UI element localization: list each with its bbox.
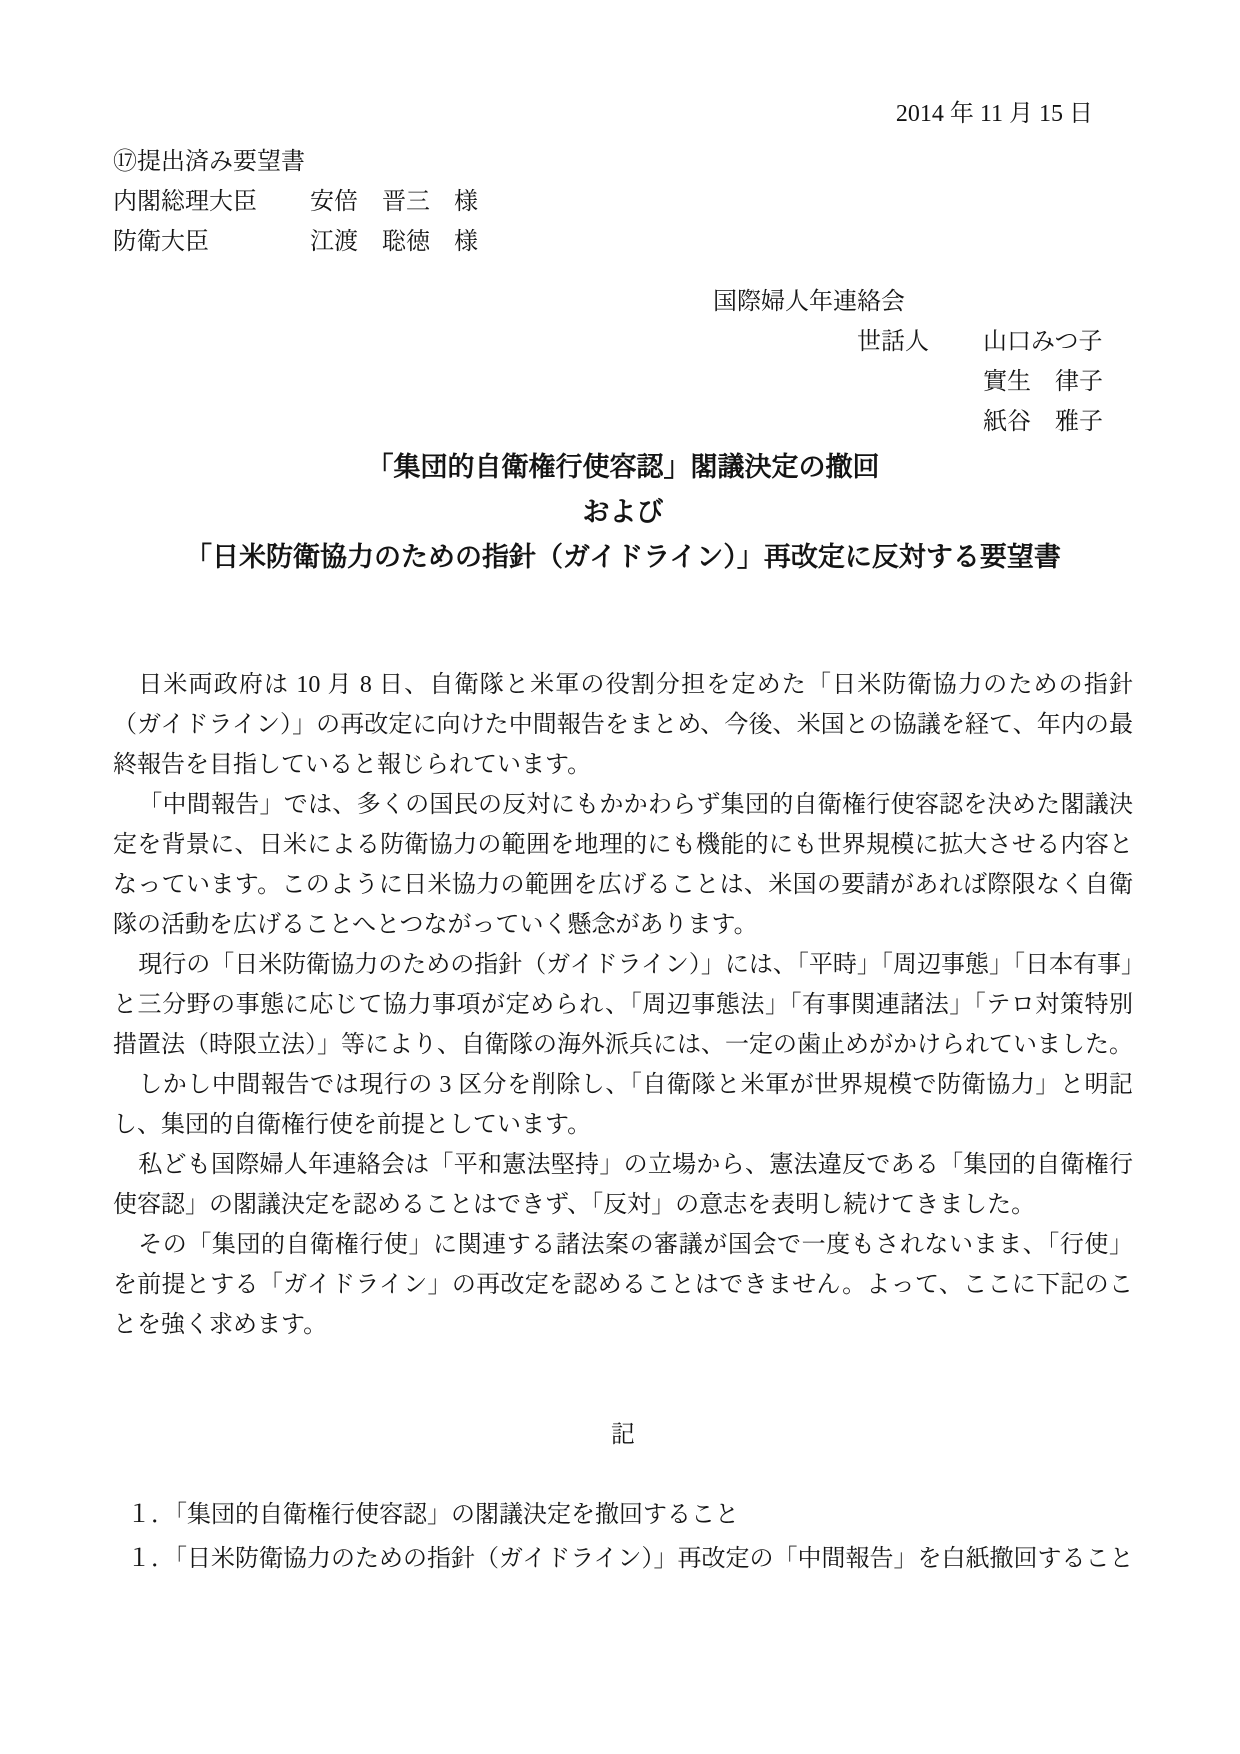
body-paragraph: しかし中間報告では現行の 3 区分を削除し、「自衛隊と米軍が世界規模で防衛協力」と明記し、集団的自衛権行使を前提としています。 xyxy=(113,1072,1133,1138)
sender-role: 世話人 xyxy=(857,329,929,355)
document-number-label: ⑰提出済み要望書 xyxy=(113,149,305,175)
title-line-2: および xyxy=(582,497,664,527)
record-marker: 記 xyxy=(611,1422,635,1448)
sender-representative-row xyxy=(857,322,1133,362)
addressee-row-prime-minister xyxy=(113,182,1133,222)
sender-organization: 国際婦人年連絡会 xyxy=(713,289,905,315)
sender-representative-name: 山口みつ子 xyxy=(983,329,1103,355)
body-paragraph: 現行の「日米防衛協力のための指針（ガイドライン）」には、「平時」「周辺事態」「日本有事」と三分野の事態に応じて協力事項が定められ、「周辺事態法」「有事関連諸法」「テロ対策特別措置法（時限立法）」等により、自衛隊の海外派兵には、一定の歯止めがかけられていました。 xyxy=(113,952,1133,1058)
body-paragraph: 私ども国際婦人年連絡会は「平和憲法堅持」の立場から、憲法違反である「集団的自衛権行使容認」の閣議決定を認めることはできず、「反対」の意志を表明し続けてきました。 xyxy=(113,1152,1133,1218)
title-line-1: 「集団的自衛権行使容認」閣議決定の撤回 xyxy=(366,452,880,482)
addressee-title: 防衛大臣 xyxy=(113,229,209,255)
title-line-3: 「日米防衛協力のための指針（ガイドライン）」再改定に反対する要望書 xyxy=(185,542,1061,572)
document-body xyxy=(113,665,1133,1345)
demand-list xyxy=(113,1493,1133,1581)
body-paragraph: その「集団的自衛権行使」に関連する諸法案の審議が国会で一度もされないまま、「行使」を前提とする「ガイドライン」の再改定を認めることはできません。よって、ここに下記のことを強く求めます。 xyxy=(113,1232,1133,1338)
addressee-name: 安倍 晋三 様 xyxy=(310,189,478,215)
addressee-title: 内閣総理大臣 xyxy=(113,189,257,215)
demand-item: １．「集団的自衛権行使容認」の閣議決定を撤回すること xyxy=(127,1502,739,1528)
sender-representative-name: 紙谷 雅子 xyxy=(983,409,1103,435)
document-title xyxy=(113,445,1133,580)
addressee-name: 江渡 聡徳 様 xyxy=(310,229,478,255)
body-paragraph: 「中間報告」では、多くの国民の反対にもかかわらず集団的自衛権行使容認を決めた閣議決定を背景に、日米による防衛協力の範囲を地理的にも機能的にも世界規模に拡大させる内容となっています。このように日米協力の範囲を広げることは、米国の要請があれば際限なく自衛隊の活動を広げることへとつながっていく懸念があります。 xyxy=(113,792,1133,938)
sender-representative-name: 實生 律子 xyxy=(983,369,1103,395)
addressee-row-defense-minister xyxy=(113,222,1133,262)
body-paragraph: 日米両政府は 10 月 8 日、自衛隊と米軍の役割分担を定めた「日米防衛協力のための指針（ガイドライン）」の再改定に向けた中間報告をまとめ、今後、米国との協議を経て、年内の最終報告を目指していると報じられています。 xyxy=(113,672,1133,778)
demand-item: １．「日米防衛協力のための指針（ガイドライン）」再改定の「中間報告」を白紙撤回すること xyxy=(127,1546,1134,1572)
document-date: 2014 年 11 月 15 日 xyxy=(895,101,1093,127)
